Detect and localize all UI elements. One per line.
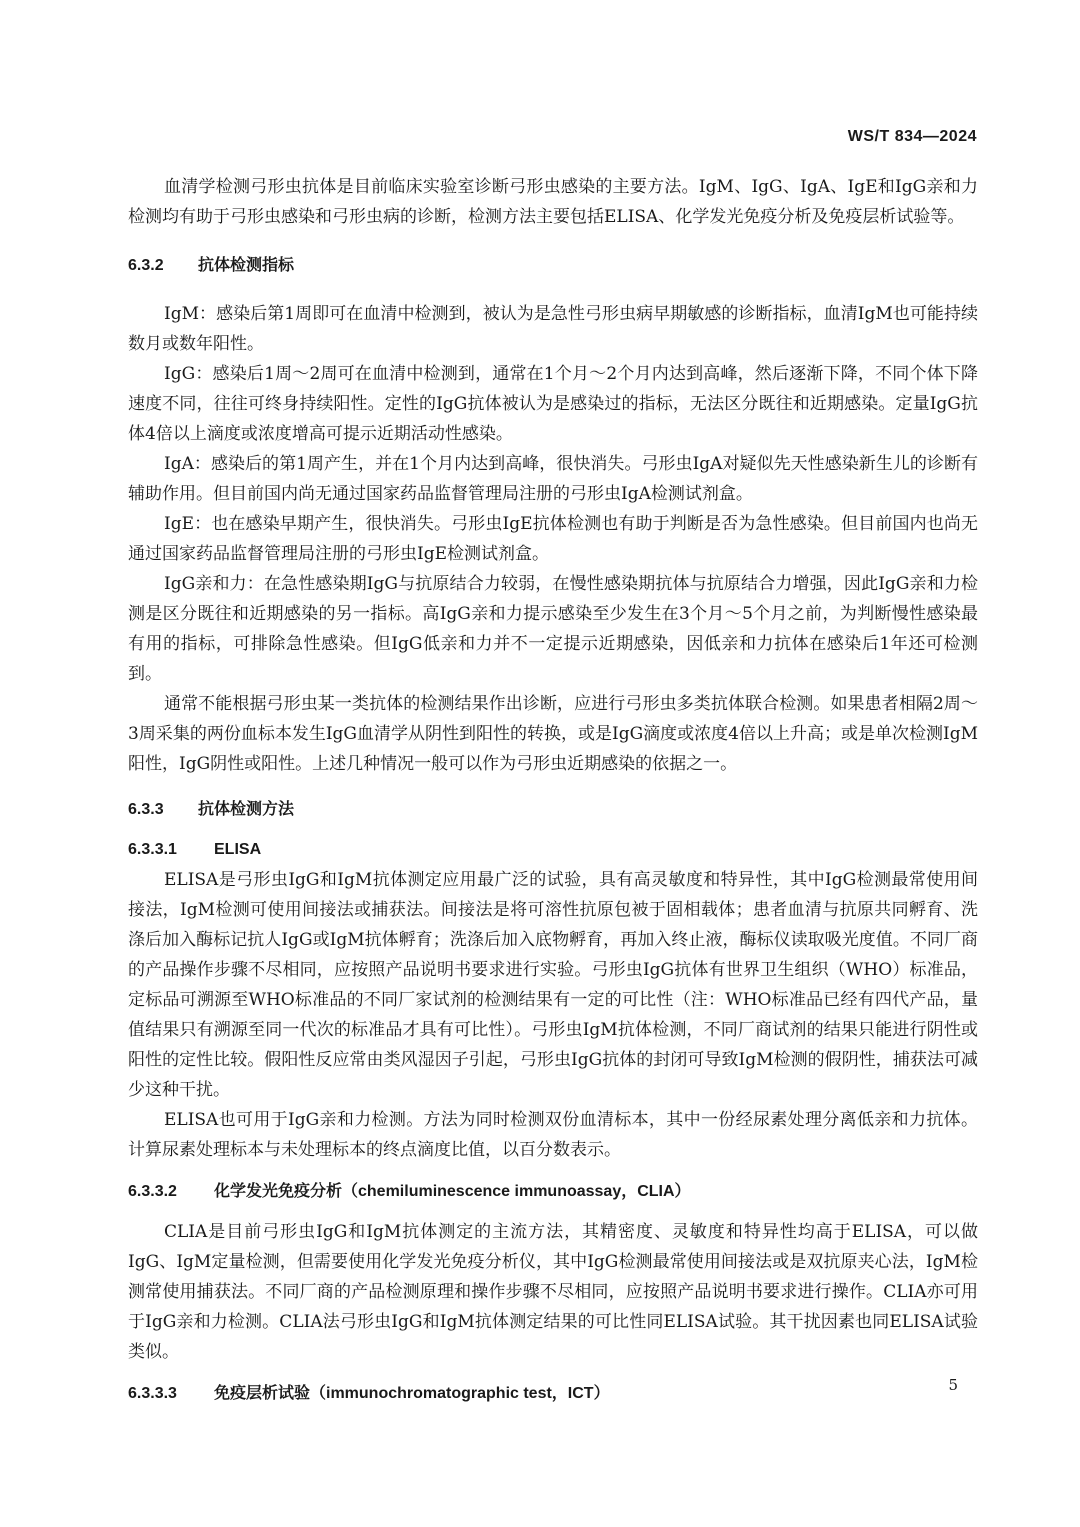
section-heading-6-3-3-3 (128, 1379, 978, 1409)
paragraph-elisa-avidity: ELISA也可用于IgG亲和力检测。方法为同时检测双份血清标本，其中一份经尿素处理分离低亲和力抗体。计算尿素处理标本与未处理标本的终点滴度比值，以百分数表示。 (128, 1110, 978, 1160)
section-number: 6.3.2 (128, 257, 164, 274)
paragraph-elisa: ELISA是弓形虫IgG和IgM抗体测定应用最广泛的试验，具有高灵敏度和特异性，其中IgG检测最常使用间接法，IgM检测可使用间接法或捕获法。间接法是将可溶性抗原包被于固相载体；患者血清与抗原共同孵育、洗涤后加入酶标记抗人IgG或IgM抗体孵育；洗涤后加入底物孵育，再加入终止液，酶标仪读取吸光度值。不同厂商的产品操作步骤不尽相同，应按照产品说明书要求进行实验。弓形虫IgG抗体有世界卫生组织（WHO）标准品，定标品可溯源至WHO标准品的不同厂家试剂的检测结果有一定的可比性（注：WHO标准品已经有四代产品，量值结果只有溯源至同一代次的标准品才具有可比性）。弓形虫IgM抗体检测，不同厂商试剂的结果只能进行阴性或阳性的定性比较。假阳性反应常由类风湿因子引起，弓形虫IgG抗体的封闭可导致IgM检测的假阴性，捕获法可减少这种干扰。 (128, 870, 978, 1100)
section-heading-6-3-3 (128, 795, 978, 825)
section-number: 6.3.3.2 (128, 1183, 177, 1200)
section-title: 免疫层析试验（immunochromatographic test，ICT） (214, 1385, 610, 1402)
section-number: 6.3.3.1 (128, 841, 177, 858)
page-number: 5 (948, 1376, 958, 1394)
section-title: 抗体检测方法 (198, 801, 295, 818)
document-body (128, 172, 978, 1409)
section-number: 6.3.3 (128, 801, 164, 818)
paragraph-igg: IgG：感染后1周～2周可在血清中检测到，通常在1个月～2个月内达到高峰，然后逐渐下降，不同个体下降速度不同，往往可终身持续阳性。定性的IgG抗体被认为是感染过的指标，无法区分既往和近期感染。定量IgG抗体4倍以上滴度或浓度增高可提示近期活动性感染。 (128, 364, 978, 444)
section-number: 6.3.3.3 (128, 1385, 177, 1402)
paragraph-ige: IgE：也在感染早期产生，很快消失。弓形虫IgE抗体检测也有助于判断是否为急性感染。但目前国内也尚无通过国家药品监督管理局注册的弓形虫IgE检测试剂盒。 (128, 514, 978, 564)
section-heading-6-3-3-1 (128, 835, 978, 865)
section-title: 抗体检测指标 (198, 257, 295, 274)
paragraph-combined-detection: 通常不能根据弓形虫某一类抗体的检测结果作出诊断，应进行弓形虫多类抗体联合检测。如果患者相隔2周～3周采集的两份血标本发生IgG血清学从阴性到阳性的转换，或是IgG滴度或浓度4倍以上升高；或是单次检测IgM阳性，IgG阴性或阳性。上述几种情况一般可以作为弓形虫近期感染的依据之一。 (128, 694, 978, 774)
intro-paragraph: 血清学检测弓形虫抗体是目前临床实验室诊断弓形虫感染的主要方法。IgM、IgG、IgA、IgE和IgG亲和力检测均有助于弓形虫感染和弓形虫病的诊断，检测方法主要包括ELISA、化学发光免疫分析及免疫层析试验等。 (128, 177, 978, 227)
paragraph-iga: IgA：感染后的第1周产生，并在1个月内达到高峰，很快消失。弓形虫IgA对疑似先天性感染新生儿的诊断有辅助作用。但目前国内尚无通过国家药品监督管理局注册的弓形虫IgA检测试剂盒。 (128, 454, 978, 504)
paragraph-igg-avidity: IgG亲和力：在急性感染期IgG与抗原结合力较弱，在慢性感染期抗体与抗原结合力增强，因此IgG亲和力检测是区分既往和近期感染的另一指标。高IgG亲和力提示感染至少发生在3个月～5个月之前，为判断慢性感染最有用的指标，可排除急性感染。但IgG低亲和力并不一定提示近期感染，因低亲和力抗体在感染后1年还可检测到。 (128, 574, 978, 684)
section-title: ELISA (214, 841, 262, 858)
paragraph-igm: IgM：感染后第1周即可在血清中检测到，被认为是急性弓形虫病早期敏感的诊断指标，血清IgM也可能持续数月或数年阳性。 (128, 304, 978, 354)
paragraph-clia: CLIA是目前弓形虫IgG和IgM抗体测定的主流方法，其精密度、灵敏度和特异性均高于ELISA，可以做IgG、IgM定量检测，但需要使用化学发光免疫分析仪，其中IgG检测最常使用间接法或是双抗原夹心法，IgM检测常使用捕获法。不同厂商的产品检测原理和操作步骤不尽相同，应按照产品说明书要求进行操作。CLIA亦可用于IgG亲和力检测。CLIA法弓形虫IgG和IgM抗体测定结果的可比性同ELISA试验。其干扰因素也同ELISA试验类似。 (128, 1222, 978, 1362)
document-code: WS/T 834—2024 (847, 128, 977, 145)
section-heading-6-3-2 (128, 251, 978, 281)
section-heading-6-3-3-2 (128, 1177, 978, 1207)
section-title: 化学发光免疫分析（chemiluminescence immunoassay，CLIA） (214, 1183, 691, 1200)
